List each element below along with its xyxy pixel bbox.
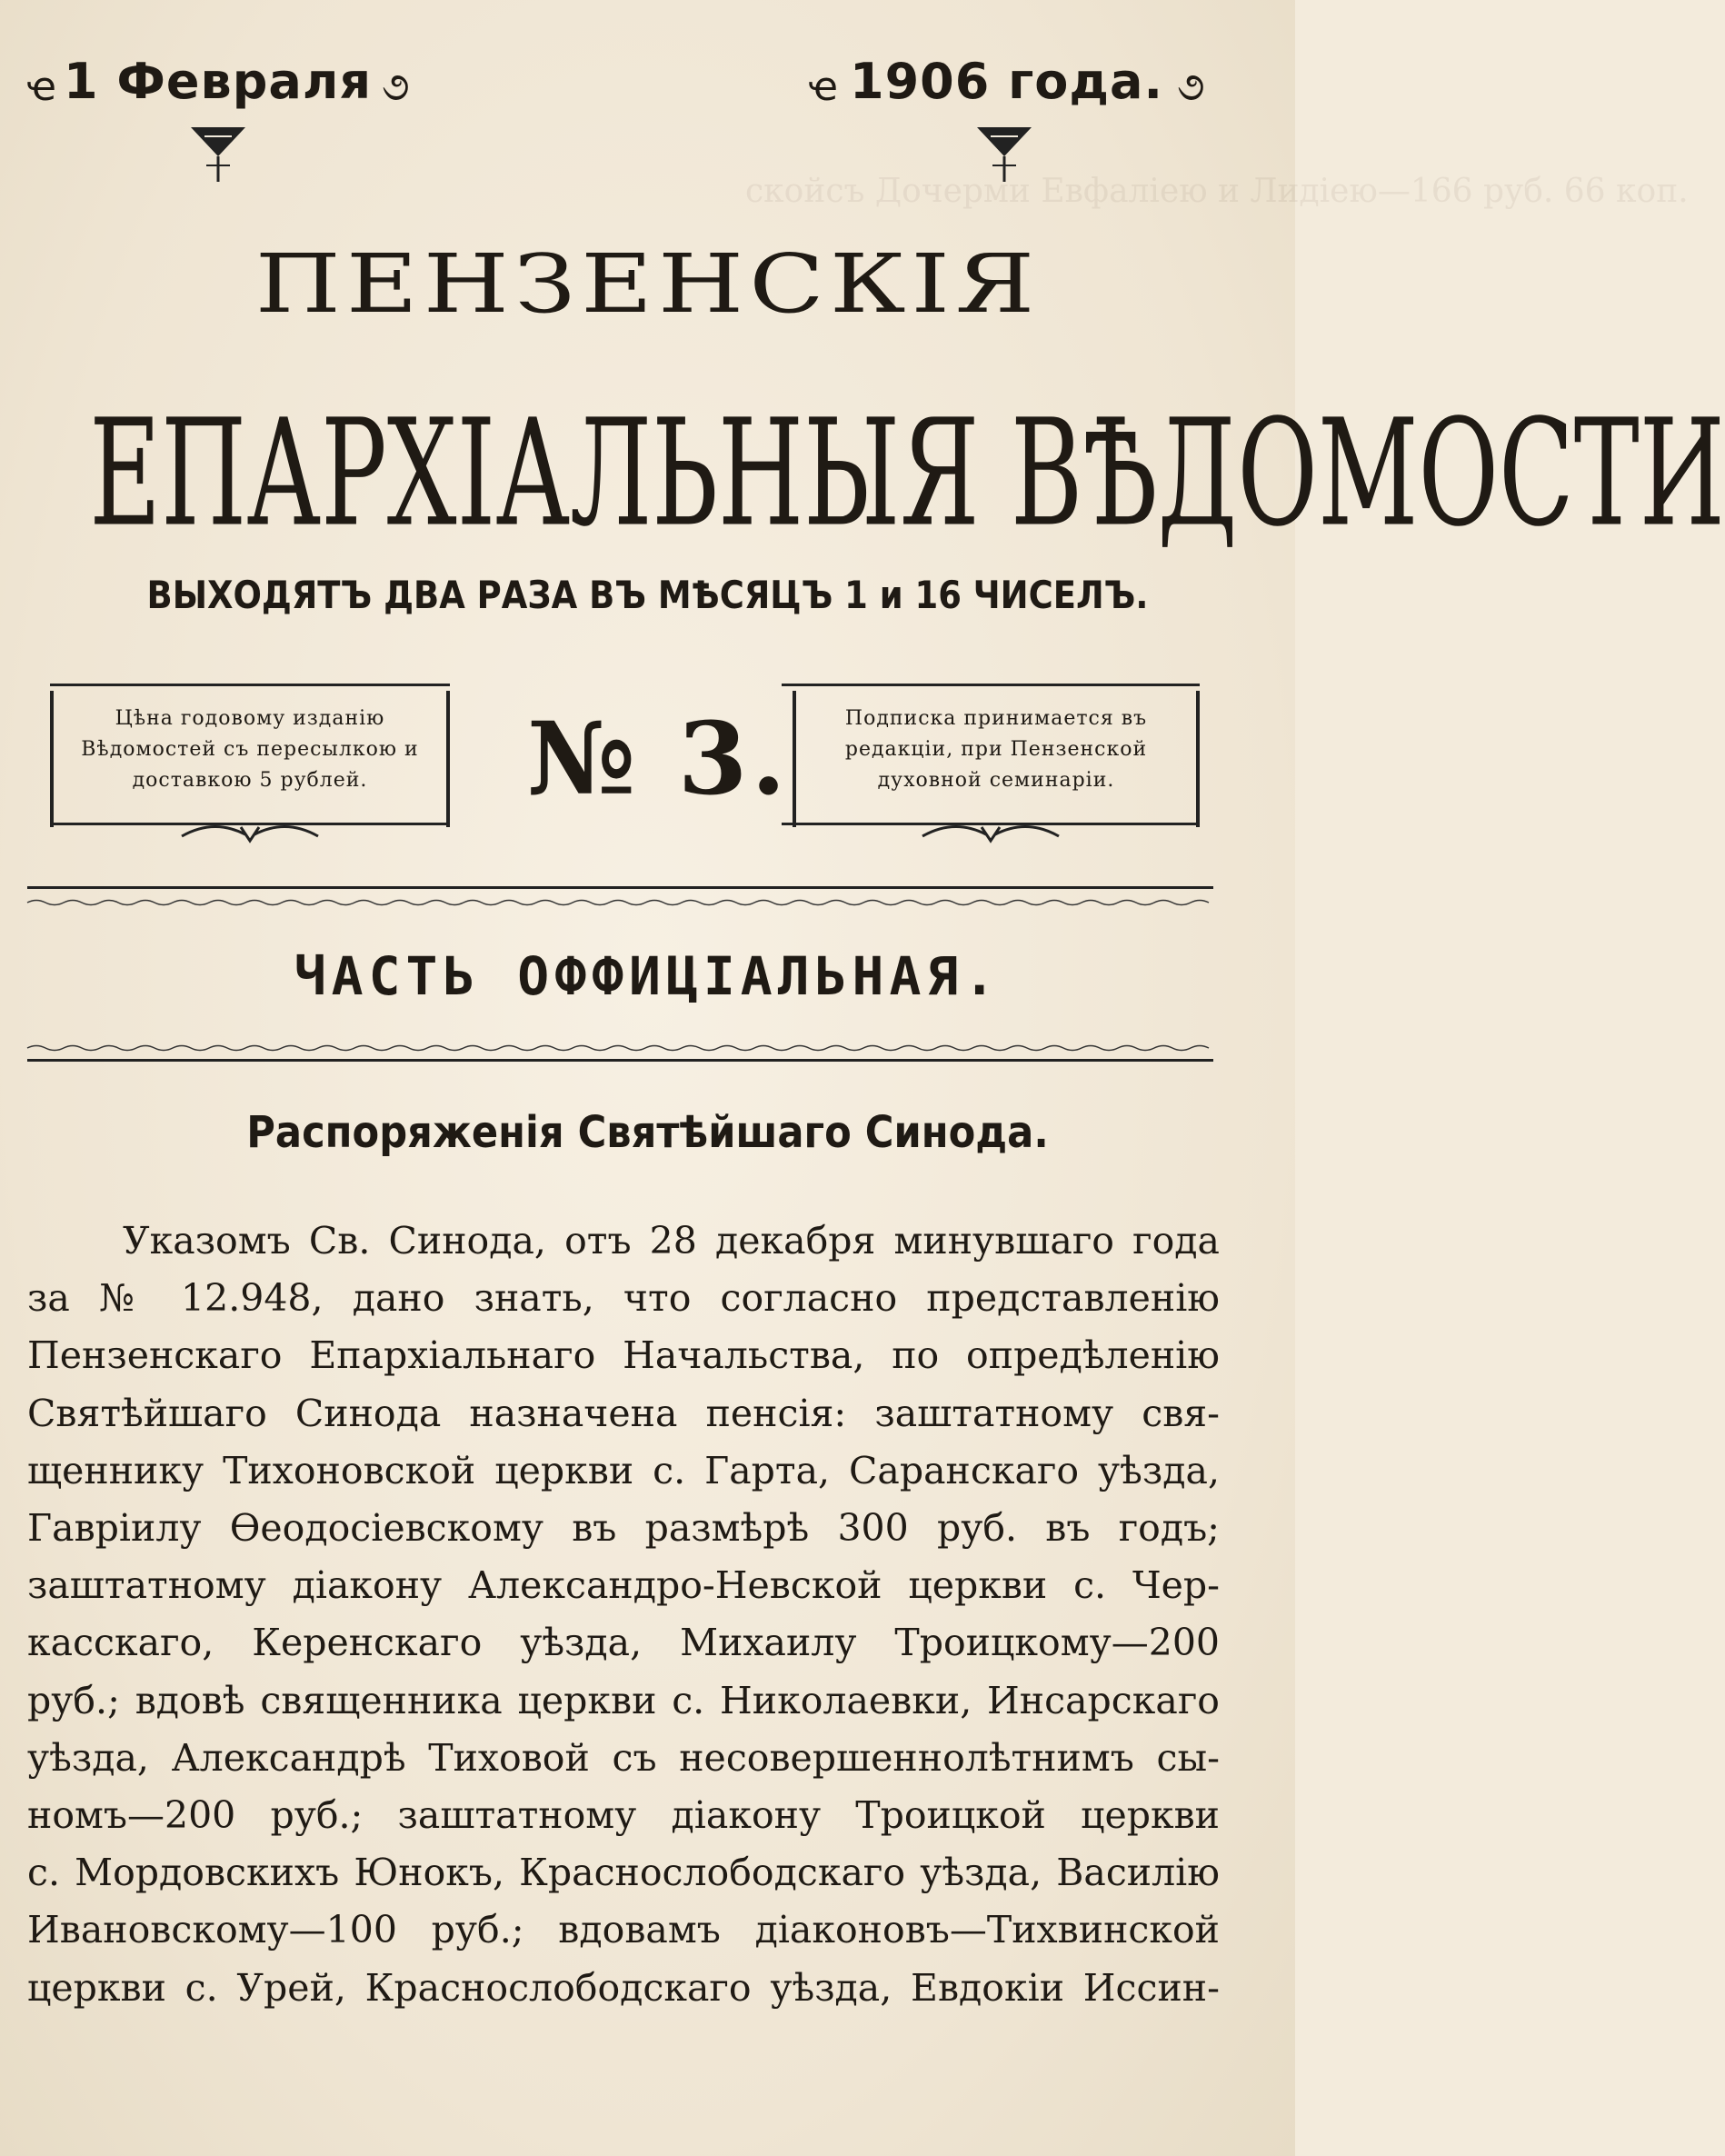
horizontal-rule <box>27 886 1213 889</box>
part-heading: ЧАСТЬ ОФФИЦІАЛЬНАЯ. <box>294 945 1002 1007</box>
ornament-swirl-icon: ૭ <box>1177 64 1206 110</box>
ornament-swirl-icon: ૭ <box>382 64 411 110</box>
price-box <box>50 691 450 827</box>
body-line: руб.; вдовѣ священника церкви с. Николаевки, Инсарскаго <box>27 1678 1220 1722</box>
body-line: Ивановскому—100 руб.; вдовамъ діаконовъ—Тихвинской <box>27 1908 1220 1952</box>
wavy-rule <box>27 1043 1213 1053</box>
masthead-title-line2: ЕПАРХІАЛЬНЫЯ ВѢДОМОСТИ <box>89 389 1725 560</box>
body-line: заштатному діакону Александро-Невской церкви с. Чер- <box>27 1563 1220 1608</box>
body-line: церкви с. Урей, Краснослободскаго уѣзда, Евдокіи Иссин- <box>27 1965 1220 2010</box>
body-line: Указомъ Св. Синода, отъ 28 декабря минувшаго года <box>123 1219 1220 1263</box>
body-line: за № 12.948, дано знать, что согласно представленію <box>27 1276 1220 1321</box>
issue-year <box>809 53 1206 110</box>
wavy-rule <box>27 898 1213 907</box>
fleuron-ornament-icon <box>186 120 250 184</box>
body-line: Гавріилу Ѳеодосіевскому въ размѣрѣ 300 руб. въ годъ; <box>27 1506 1220 1551</box>
body-line: с. Мордовскихъ Юнокъ, Краснослободскаго уѣзда, Василію <box>27 1851 1220 1895</box>
issue-date-text: 1 Февраля <box>64 53 373 110</box>
subscription-box <box>793 691 1200 827</box>
body-line: уѣзда, Александрѣ Тиховой съ несовершеннолѣтнимъ сы- <box>27 1735 1220 1780</box>
body-line: щеннику Тихоновской церкви с. Гарта, Саранскаго уѣзда, <box>27 1448 1220 1492</box>
body-line: номъ—200 руб.; заштатному діакону Троицкой церкви <box>27 1793 1220 1838</box>
section-heading: Распоряженія Святѣйшаго Синода. <box>246 1107 1049 1158</box>
leaf-ornament-icon <box>918 818 1063 845</box>
issue-date <box>27 53 411 110</box>
leaf-ornament-icon <box>177 818 323 845</box>
horizontal-rule <box>27 1059 1213 1062</box>
price-text: Цѣна годовому изданію Вѣдомостей съ пересылкою и доставкою 5 рублей. <box>81 707 419 792</box>
box-top-rule <box>782 684 1200 686</box>
issue-year-text: 1906 года. <box>850 53 1163 110</box>
fleuron-ornament-icon <box>972 120 1036 184</box>
masthead-subtitle: ВЫХОДЯТЪ ДВА РАЗА ВЪ МѢСЯЦЪ 1 и 16 ЧИСЕЛЪ. <box>146 573 1149 617</box>
subscription-text: Подписка принимается въ редакціи, при Пензенской духовной семинаріи. <box>844 707 1148 792</box>
masthead-title-line1: ПЕНЗЕНСКІЯ <box>254 238 1041 332</box>
ornament-swirl-icon: ҽ <box>27 64 58 110</box>
ornament-swirl-icon: ҽ <box>809 64 840 110</box>
body-line: Пензенскаго Епархіальнаго Начальства, по опредѣленію <box>27 1333 1220 1378</box>
bleed-through-text: скойcъ Дочерми Евфаліею и Лидіею—166 руб. 66 коп. <box>745 173 1689 210</box>
body-text <box>27 1213 1220 2017</box>
body-line: Святѣйшаго Синода назначена пенсія: заштатному свя- <box>27 1391 1220 1435</box>
body-line: касскаго, Керенскаго уѣзда, Михаилу Троицкому—200 <box>27 1621 1220 1665</box>
box-top-rule <box>50 684 450 686</box>
issue-number: № 3. <box>527 700 790 817</box>
